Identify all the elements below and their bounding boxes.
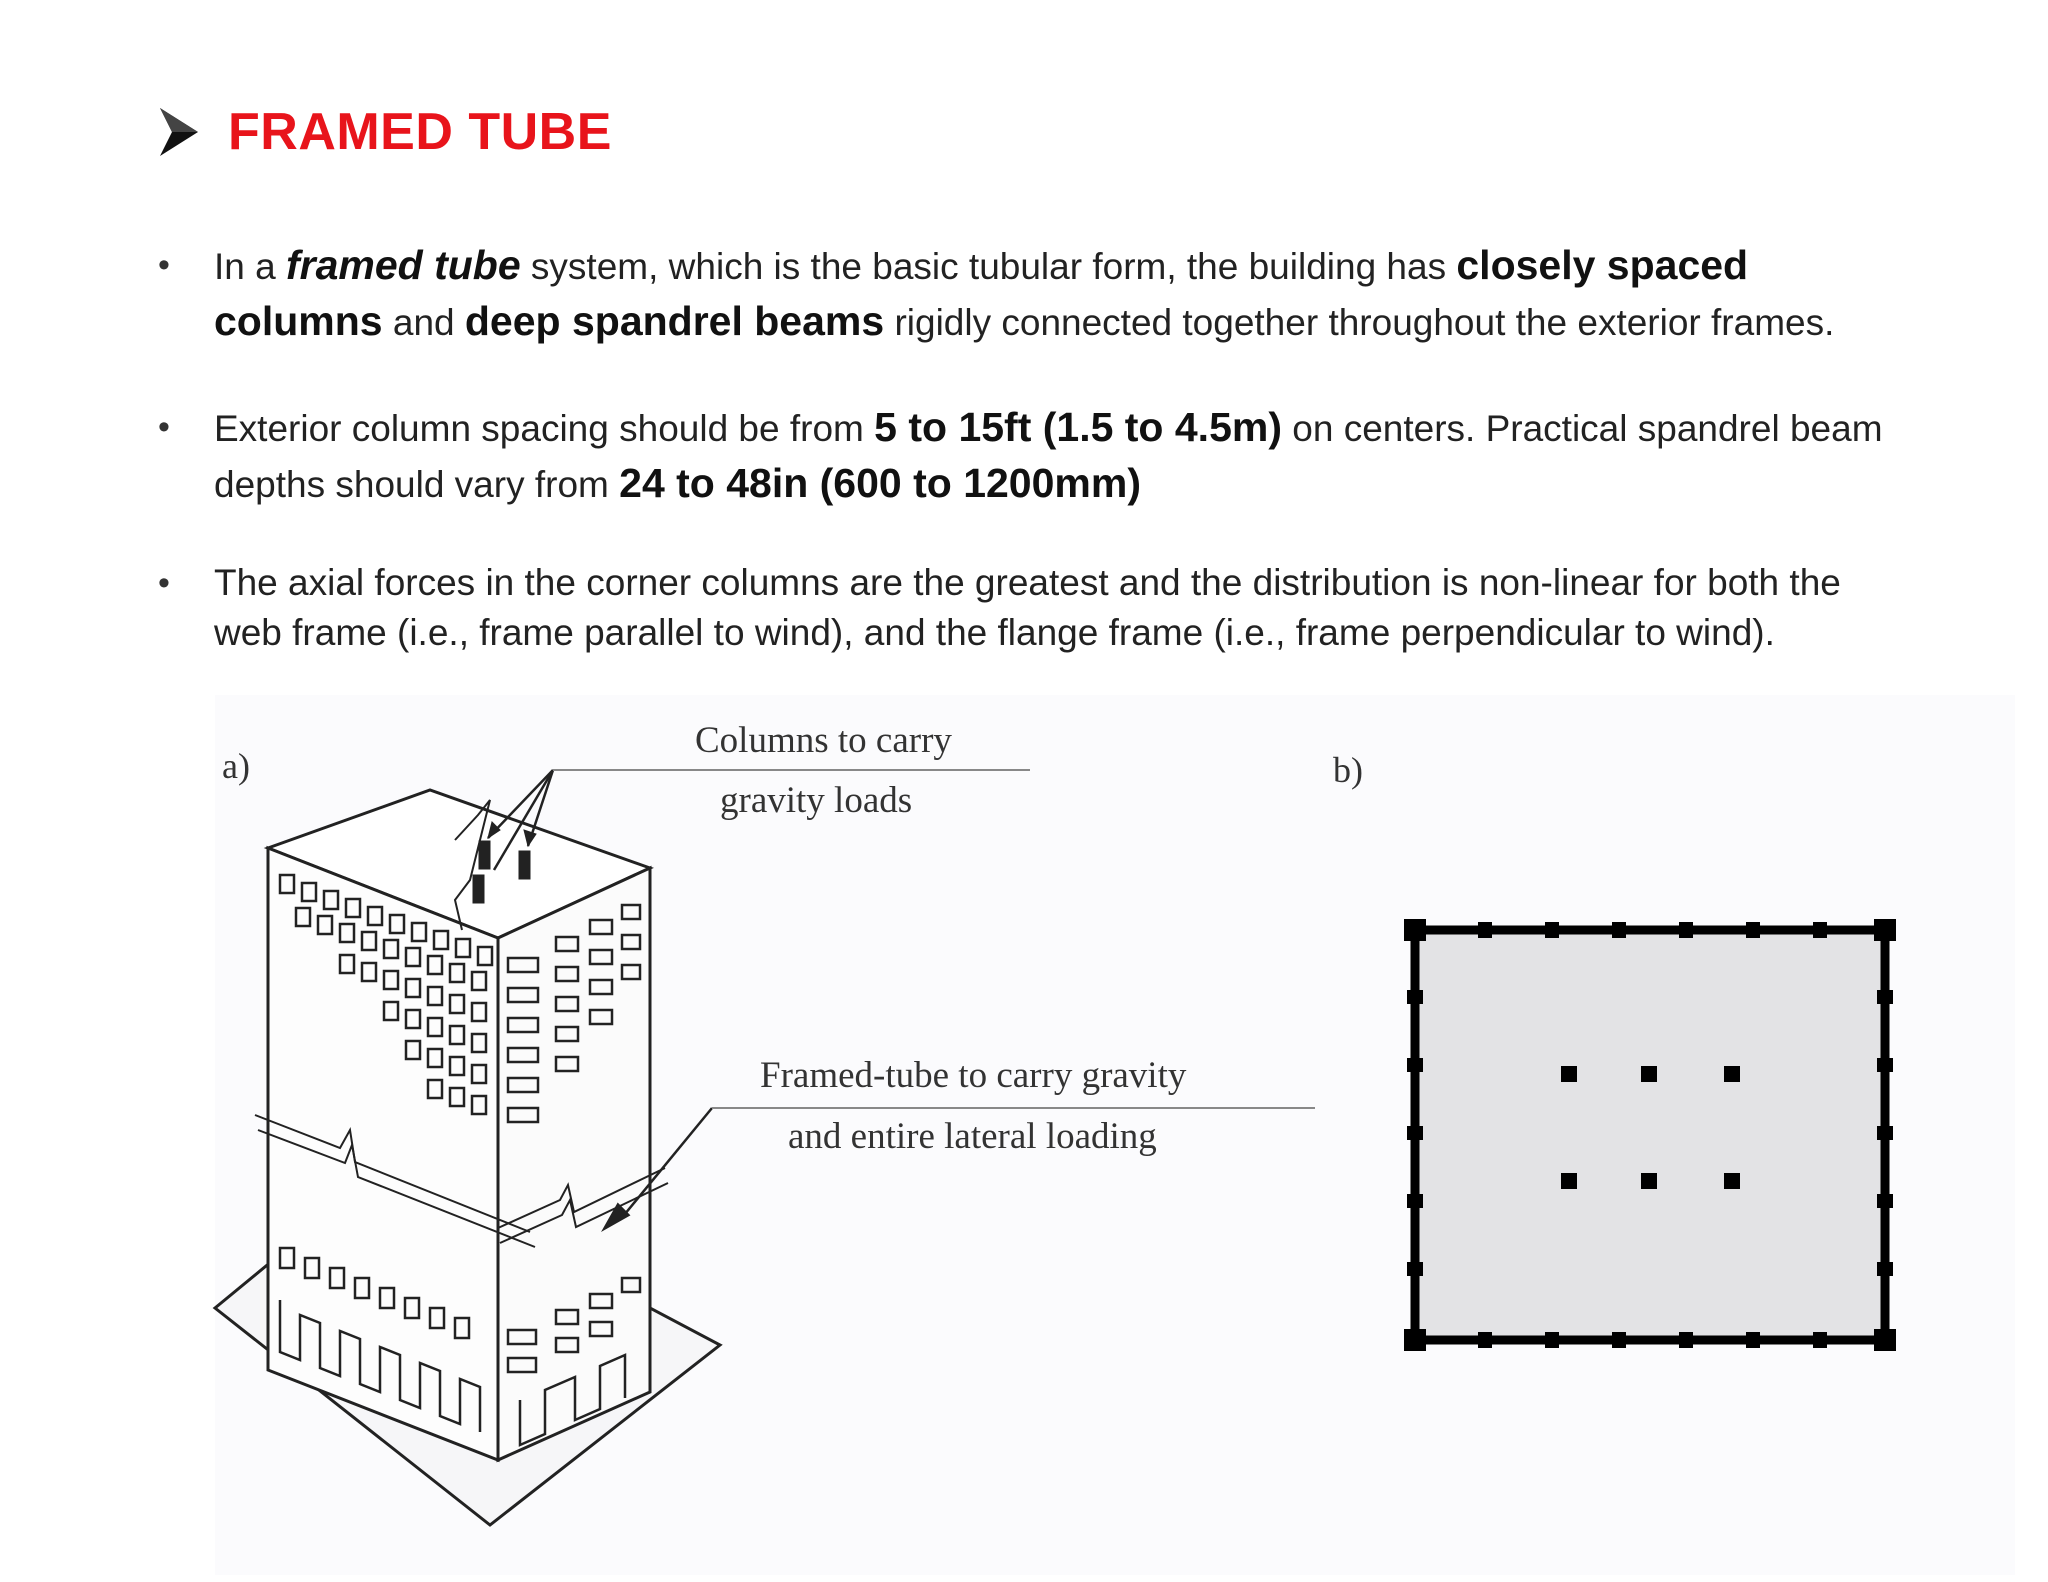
figure-label-b: b): [1333, 750, 1363, 790]
callout-framed-tube-line2: and entire lateral loading: [788, 1116, 1157, 1157]
bullet-text: The axial forces in the corner columns are the greatest and the distribution is non-linear for both the web frame (i.e., frame parallel to wind), and the flange frame (i.e., frame perpendicular to wind).: [214, 562, 1841, 653]
bullet-dot: •: [158, 246, 170, 284]
bullet-text: Exterior column spacing should be from 5 to 15ft (1.5 to 4.5m) on centers. Practical spandrel beam depths should vary from 24 to 48in (600 to 1200mm): [214, 404, 1883, 506]
plan-view: [1404, 919, 1896, 1351]
bullet-dot: •: [158, 408, 170, 446]
callout-columns-line1: Columns to carry: [695, 720, 952, 761]
callout-framed-tube-line1: Framed-tube to carry gravity: [760, 1055, 1187, 1096]
bullet-text: In a framed tube system, which is the basic tubular form, the building has closely spaced columns and deep spandrel beams rigidly connected together throughout the exterior frames.: [214, 242, 1835, 344]
title-text: FRAMED TUBE: [228, 103, 612, 161]
bullet-dot: •: [158, 564, 170, 602]
figure-label-a: a): [222, 746, 250, 786]
callout-columns-line2: gravity loads: [720, 780, 913, 821]
